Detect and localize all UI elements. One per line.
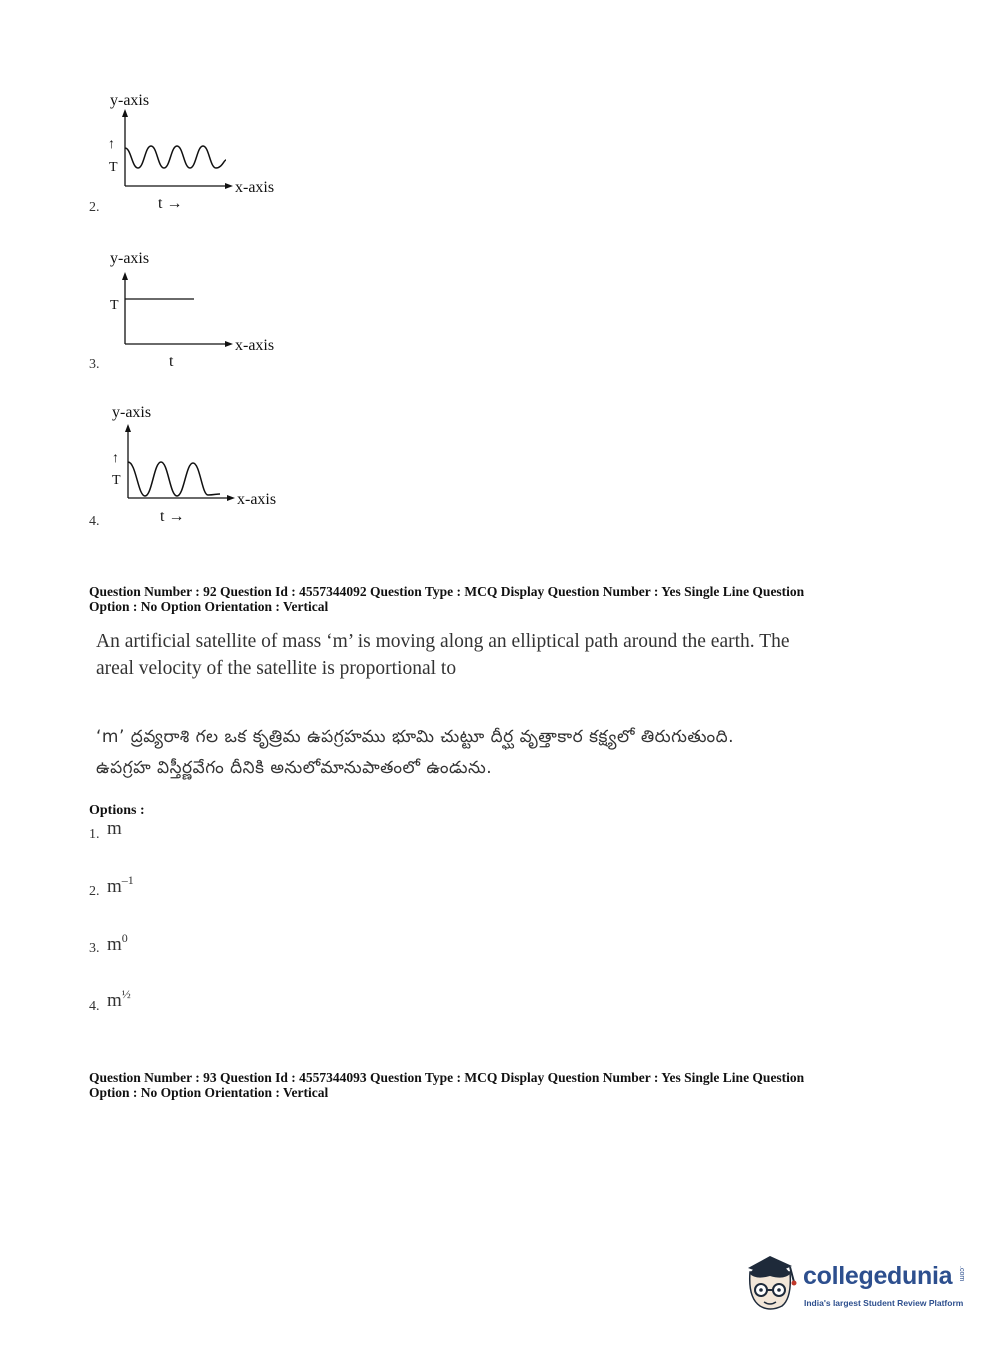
option-number: 1. xyxy=(89,827,100,842)
y-axis-label: y-axis xyxy=(112,404,152,421)
graph-wave-decaying xyxy=(100,88,300,218)
x-axis-label: x-axis xyxy=(237,491,277,508)
logo-tagline: India's largest Student Review Platform xyxy=(804,1298,964,1308)
time-label: t → xyxy=(160,508,185,525)
time-label: t xyxy=(169,353,174,370)
graph-constant xyxy=(100,246,300,376)
t-label: T xyxy=(109,160,118,175)
meta-line-1: Question Number : 92 Question Id : 4557344092 Question Type : MCQ Display Question Number : Yes Single Line Question xyxy=(89,584,805,599)
logo-domain-suffix: .com xyxy=(958,1266,965,1282)
question-text-line-1: An artificial satellite of mass ‘m’ is moving along an elliptical path around the earth. The xyxy=(96,631,790,652)
y-axis-label: y-axis xyxy=(110,92,150,109)
logo-wordmark: collegedunia xyxy=(803,1262,953,1290)
graph-number: 4. xyxy=(89,514,100,529)
question-text-line-2: areal velocity of the satellite is proportional to xyxy=(96,658,457,679)
x-axis-label: x-axis xyxy=(235,179,275,196)
option-number: 4. xyxy=(89,999,100,1014)
question-text-english xyxy=(96,628,896,682)
mascot-icon xyxy=(740,1250,802,1316)
question-92-meta xyxy=(89,584,909,614)
option-value: $m^{\frac{1}{2}}$ xyxy=(107,987,131,1011)
option-value: $m^0$ xyxy=(107,931,128,955)
meta-line-2: Option : No Option Orientation : Vertical xyxy=(89,599,329,614)
question-text-telugu xyxy=(96,722,896,784)
question-text-telugu-line-1: ‘m’ ద్రవ్యరాశి గల ఒక కృత్రిమ ఉపగ్రహము భూమి చుట్టూ దీర్ఘ వృత్తాకార కక్ష్యలో తిరుగుతుంది. xyxy=(96,727,735,747)
x-axis-label: x-axis xyxy=(235,337,275,354)
t-label: T xyxy=(110,298,119,313)
option-value: $m^{-1}$ xyxy=(107,873,134,897)
t-label: T xyxy=(112,473,121,488)
time-label: t → xyxy=(158,195,183,212)
options-label: Options : xyxy=(89,803,145,818)
option-number: 2. xyxy=(89,884,100,899)
graph-wave-decaying-amplitude xyxy=(100,400,300,530)
up-arrow: ↑ xyxy=(108,137,115,152)
question-text-telugu-line-2: ఉపగ్రహ విస్తీర్ణవేగం దీనికి అనులోమానుపాతంలో ఉండును. xyxy=(96,758,493,778)
graph-number: 3. xyxy=(89,357,100,372)
option-number: 3. xyxy=(89,941,100,956)
collegedunia-logo xyxy=(740,1250,970,1320)
y-axis-label: y-axis xyxy=(110,250,150,267)
meta-line-1: Question Number : 93 Question Id : 4557344093 Question Type : MCQ Display Question Number : Yes Single Line Question xyxy=(89,1070,805,1085)
graph-number: 2. xyxy=(89,200,100,215)
option-value: m xyxy=(107,818,122,839)
up-arrow: ↑ xyxy=(112,451,119,466)
question-93-meta xyxy=(89,1070,909,1100)
meta-line-2: Option : No Option Orientation : Vertical xyxy=(89,1085,329,1100)
